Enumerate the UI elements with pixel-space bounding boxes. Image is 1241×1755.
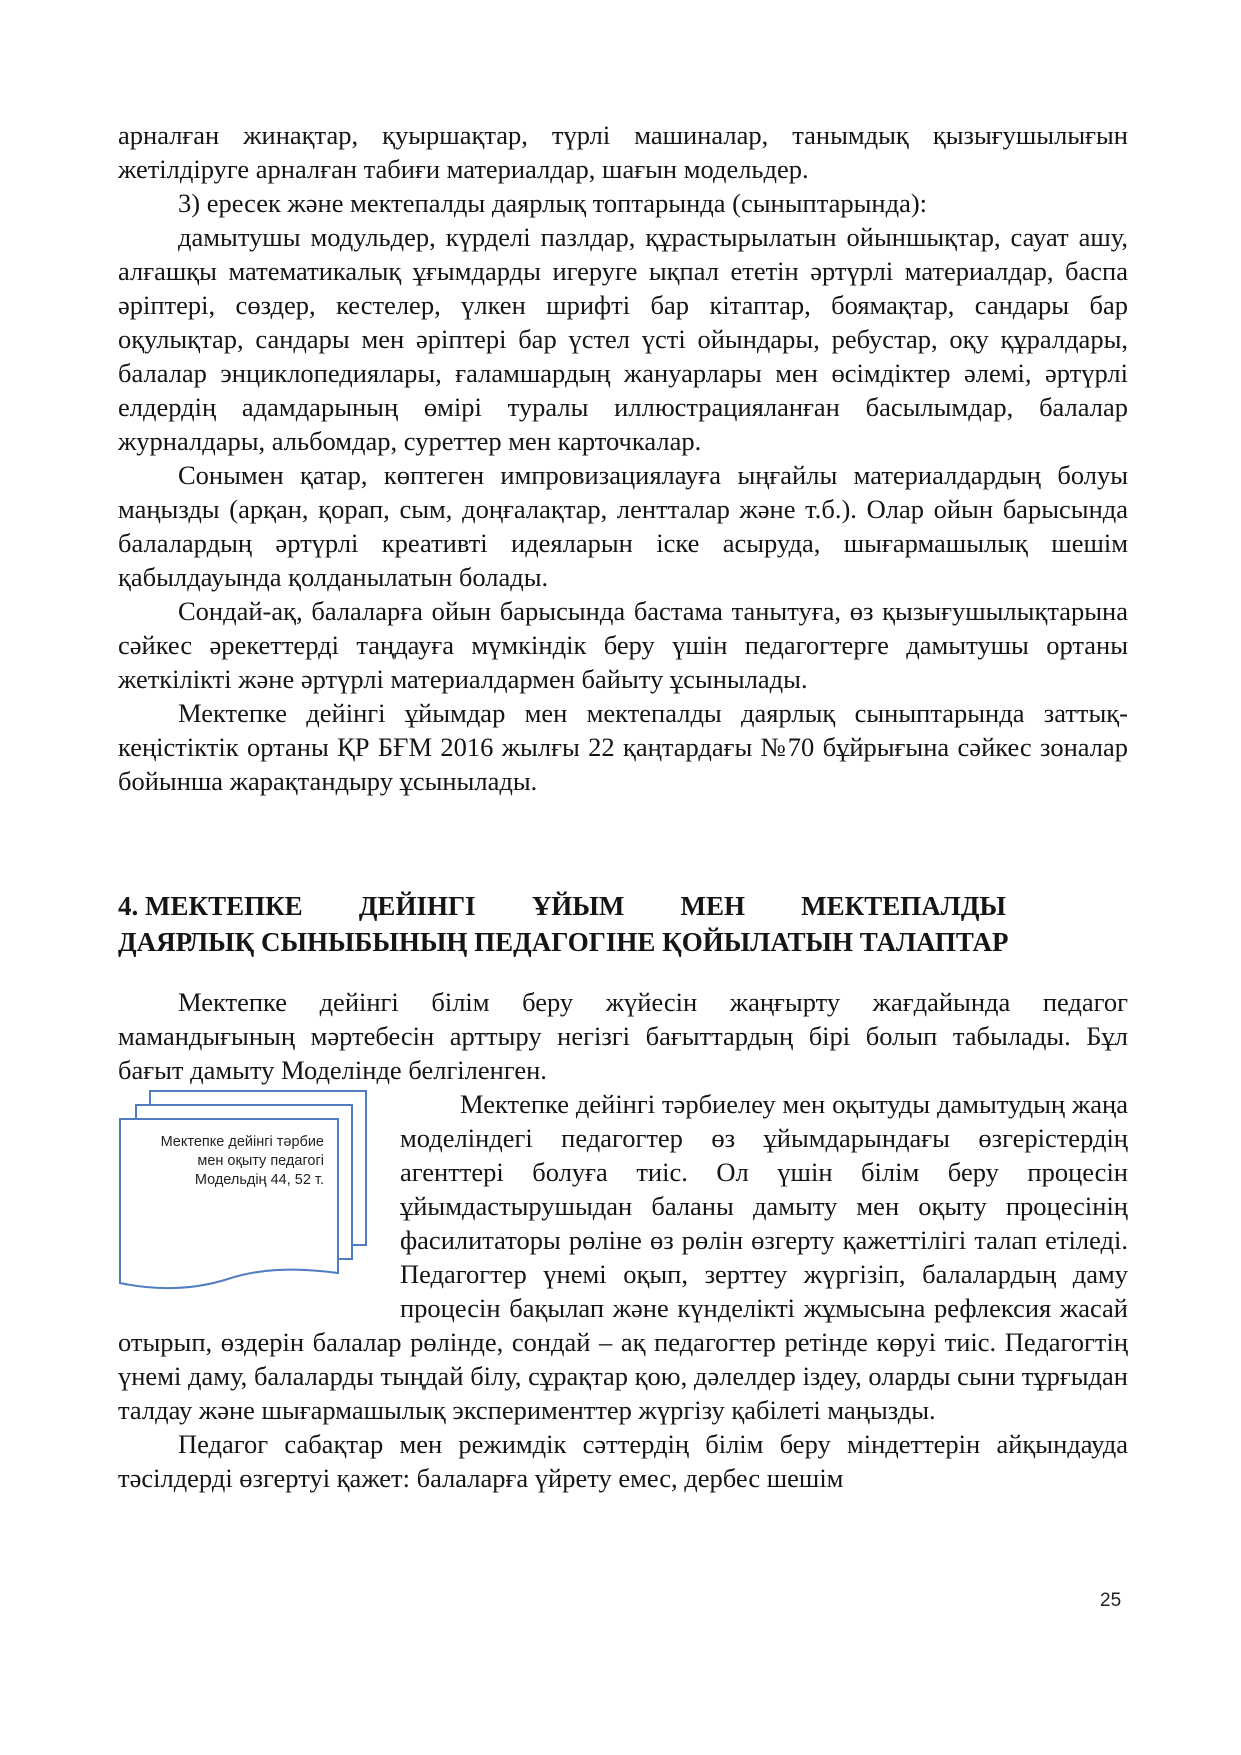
paragraph-6: Мектепке дейінгі ұйымдар мен мектепалды даярлық сыныптарында заттық-кеңістіктік ортаны ҚР БҒМ 2016 жылғы 22 қаңтардағы №70 бұйрығына сәйкес зоналар бойынша жарақтандыру ұсынылады.	[118, 698, 1128, 796]
paragraph-5: Сондай-ақ, балаларға ойын барысында бастама танытуға, өз қызығушылықтарына сәйкес әрекеттерді таңдауға мүмкіндік беру үшін педагогтерге дамытушы ортаны жеткілікті және әртүрлі материалдармен байыту ұсынылады.	[118, 596, 1128, 694]
bottom-text-section	[118, 985, 1128, 1495]
paragraph-2: 3) ересек және мектепалды даярлық топтарында (сыныптарында):	[178, 188, 928, 218]
page-number: 25	[1100, 1590, 1122, 1611]
paragraph-7: Мектепке дейінгі білім беру жүйесін жаңғырту жағдайында педагог мамандығының мәртебесін арттыру негізгі бағыттардың бірі болып табылады. Бұл бағыт дамыту Моделінде белгіленген.	[118, 987, 1128, 1085]
top-text-section	[118, 118, 1128, 798]
heading-word-4: МЕН	[680, 891, 745, 921]
section-heading-line-2: ДАЯРЛЫҚ СЫНЫБЫНЫҢ ПЕДАГОГІНЕ ҚОЙЫЛАТЫН ТАЛАПТАР	[118, 927, 1009, 957]
heading-word-3: ҰЙЫМ	[531, 891, 625, 921]
paragraph-8: Мектепке дейінгі тәрбиелеу мен оқытуды дамытудың жаңа моделіндегі педагогтер өз ұйымдарындағы өзгерістердің агенттері болуға тиіс. Ол үшін білім беру процесін ұйымдастырушыдан баланы дамыту мен оқыту процесінің фасилитаторы рөліне өз рөлін өзгерту қажеттілігі талап етіледі. Педагогтер үнемі оқып, зерттеу жүргізіп, балалардың даму процесін бақылап және күнделікті жұмысына рефлексия жасай отырып, өздерін балалар рөлінде, сондай – ақ педагогтер ретінде көруі тиіс. Педагогтің үнемі даму, балаларды тыңдай білу, сұрақтар қою, дәлелдер іздеу, оларды сыни тұрғыдан талдау және шығармашылық эксперименттер жүргізу қабілеті маңызды.	[118, 1089, 1128, 1425]
paragraph-4: Сонымен қатар, көптеген импровизациялауға ыңғайлы материалдардың болуы маңызды (арқан, қорап, сым, доңғалақтар, лентталар және т.б.). Олар ойын барысында балалардың әртүрлі креативті идеяларын іске асыруда, шығармашылық шешім қабылдауында қолданылатын болады.	[118, 460, 1128, 592]
section-heading	[118, 888, 1128, 960]
section-heading-line-1	[118, 888, 1006, 924]
heading-word-1: 4. МЕКТЕПКЕ	[118, 891, 303, 921]
paragraph-1: арналған жинақтар, қуыршақтар, түрлі машиналар, танымдық қызығушылығын жетілдіруге арналған табиғи материалдар, шағын модельдер.	[118, 120, 1128, 184]
heading-word-2: ДЕЙІНГІ	[358, 891, 476, 921]
side-note-text: Мектепке дейінгі тәрбие мен оқыту педагогі Модельдің 44, 52 т.	[160, 1134, 324, 1188]
paragraph-3: дамытушы модульдер, күрделі пазлдар, құрастырылатын ойыншықтар, сауат ашу, алғашқы математикалық ұғымдарды игеруге ықпал ететін әртүрлі материалдар, баспа әріптері, сөздер, кестелер, үлкен шрифті бар кітаптар, боямақтар, сандары бар оқулықтар, сандары мен әріптері бар үстел үсті ойындары, ребустар, оқу құралдары, балалар энциклопедиялары, ғаламшардың жануарлары мен өсімдіктер әлемі, әртүрлі елдердің адамдарының өмірі туралы иллюстрацияланған басылымдар, балалар журналдары, альбомдар, суреттер мен карточкалар.	[118, 222, 1128, 456]
heading-word-5: МЕКТЕПАЛДЫ	[801, 891, 1006, 921]
side-note-callout	[118, 1087, 386, 1292]
paragraph-9: Педагог сабақтар мен режимдік сәттердің білім беру міндеттерін айқындауда тәсілдерді өзгертуі қажет: балаларға үйрету емес, дербес шешім	[118, 1429, 1128, 1493]
